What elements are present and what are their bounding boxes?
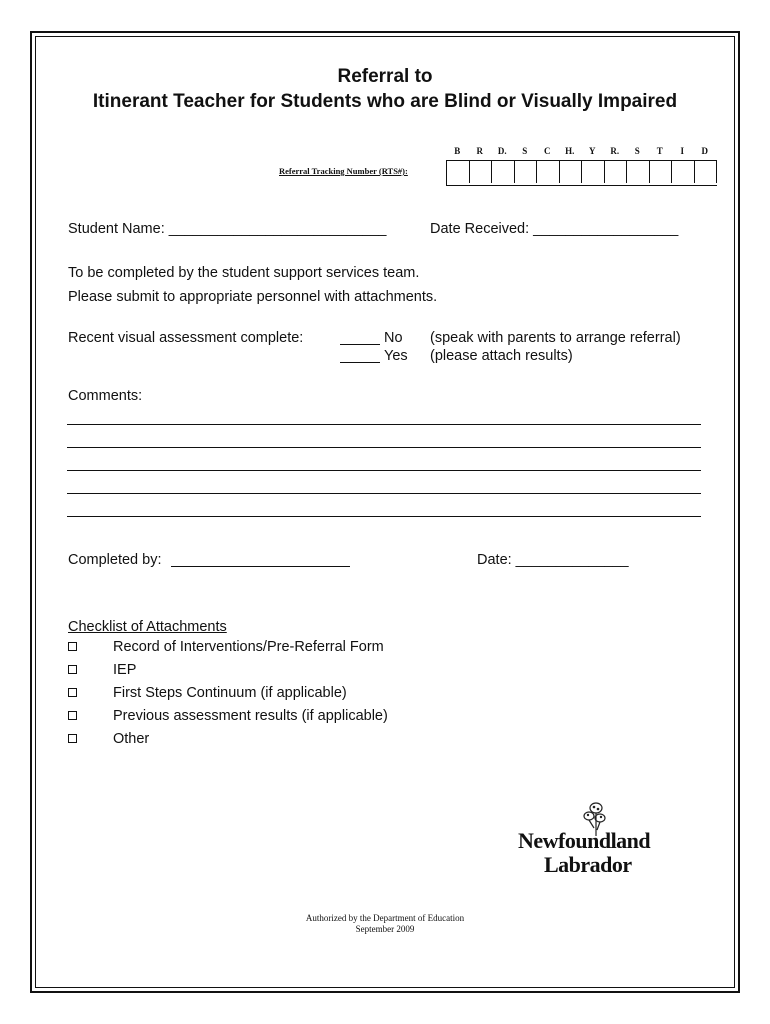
assessment-no-label: No [384,330,403,346]
rts-box[interactable] [560,161,583,183]
rts-box[interactable] [605,161,628,183]
rts-letter: I [680,146,684,156]
assessment-yes-blank[interactable] [340,362,380,363]
assessment-label: Recent visual assessment complete: [68,330,304,346]
rts-box[interactable] [537,161,560,183]
checklist-item-label: IEP [113,661,137,678]
checklist-item[interactable] [68,661,137,678]
rts-letter: B [454,146,461,156]
rts-letter: S [522,146,528,156]
checkbox-icon[interactable] [68,688,77,697]
rts-box[interactable] [650,161,673,183]
rts-letter: D [701,146,708,156]
comment-line[interactable] [67,447,701,448]
rts-letter: R [476,146,483,156]
date-received-field[interactable]: Date Received: __________________ [430,221,679,237]
logo-text-line1: Newfoundland [518,828,651,853]
completed-by-blank[interactable] [171,566,350,567]
assessment-yes-note: (please attach results) [430,348,573,364]
checkbox-icon[interactable] [68,665,77,674]
checklist-item-label: Record of Interventions/Pre-Referral Form [113,638,384,655]
form-title-line1: Referral to [337,66,433,87]
footer-date: September 2009 [355,924,415,934]
rts-box[interactable] [515,161,538,183]
rts-letter: C [544,146,551,156]
rts-box[interactable] [582,161,605,183]
checkbox-icon[interactable] [68,642,77,651]
checklist-title: Checklist of Attachments [68,619,227,635]
student-name-field[interactable]: Student Name: ___________________________ [68,221,387,237]
footer-authorized: Authorized by the Department of Education [305,913,465,923]
assessment-no-note: (speak with parents to arrange referral) [430,330,681,346]
rts-box[interactable] [470,161,493,183]
newfoundland-labrador-logo [516,798,666,888]
rts-letter: R. [610,146,620,156]
rts-box[interactable] [447,161,470,183]
comment-line[interactable] [67,424,701,425]
completed-by-label: Completed by: [68,552,162,568]
rts-letter: H. [565,146,575,156]
instruction-line1: To be completed by the student support services team. [68,265,420,281]
checklist-item[interactable] [68,638,384,655]
rts-letter: T [656,146,663,156]
checklist-item[interactable] [68,684,347,701]
comment-line[interactable] [67,516,701,517]
completion-date-field[interactable]: Date: ______________ [477,552,629,568]
checkbox-icon[interactable] [68,711,77,720]
rts-label: Referral Tracking Number (RTS#): [279,166,408,176]
checklist-item[interactable] [68,730,150,747]
rts-box[interactable] [627,161,650,183]
rts-letter: Y [589,146,596,156]
checklist-item[interactable] [68,707,388,724]
rts-box[interactable] [695,161,718,183]
rts-letter: S [634,146,640,156]
comment-line[interactable] [67,493,701,494]
rts-number-boxes[interactable] [446,160,717,186]
comment-line[interactable] [67,470,701,471]
checklist-item-label: Other [113,730,150,747]
rts-box[interactable] [672,161,695,183]
form-title-line2: Itinerant Teacher for Students who are Blind or Visually Impaired [92,91,678,112]
comments-label: Comments: [68,388,143,404]
instruction-line2: Please submit to appropriate personnel with attachments. [68,289,438,305]
rts-letter: D. [497,146,507,156]
checklist-item-label: First Steps Continuum (if applicable) [113,684,347,701]
checklist-item-label: Previous assessment results (if applicable) [113,707,388,724]
assessment-yes-label: Yes [384,348,408,364]
assessment-no-blank[interactable] [340,344,380,345]
checkbox-icon[interactable] [68,734,77,743]
rts-letters [446,146,716,160]
rts-box[interactable] [492,161,515,183]
logo-text-line2: Labrador [544,852,632,877]
